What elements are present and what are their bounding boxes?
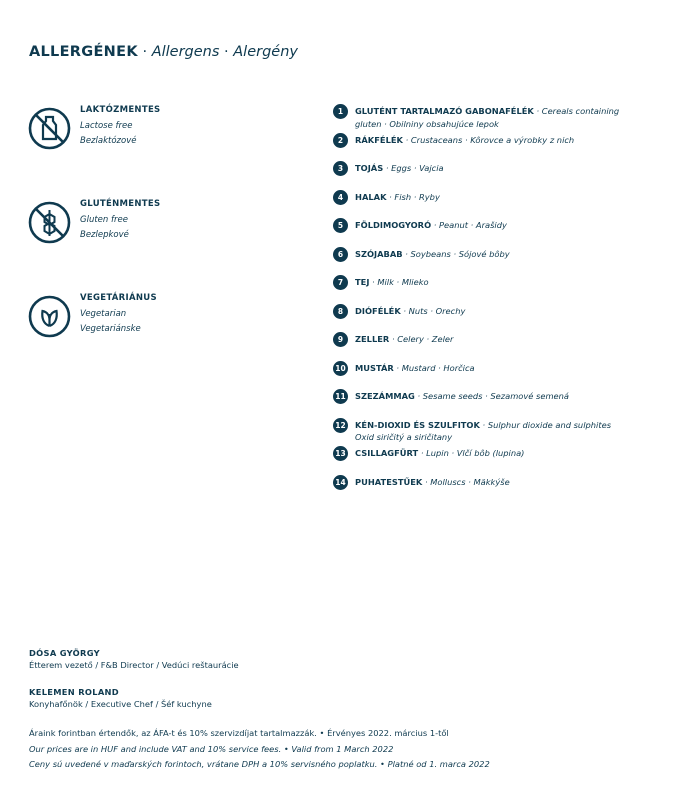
diet-lactose-free: LAKTÓZMENTES Lactose free Bezlaktózové bbox=[28, 107, 288, 167]
allergen-number-badge: 7 bbox=[333, 275, 348, 290]
allergen-item bbox=[333, 133, 633, 162]
allergen-number-badge: 5 bbox=[333, 218, 348, 233]
allergen-name: SZEZÁMMAG bbox=[355, 391, 415, 401]
allergen-name: FÖLDIMOGYORÓ bbox=[355, 220, 432, 230]
allergen-number-badge: 8 bbox=[333, 304, 348, 319]
allergen-translation: · Sulphur dioxide and sulphites Oxid siričitý a siričitany bbox=[355, 419, 612, 442]
allergen-translation: · Lupin · Vlčí bôb (lupina) bbox=[418, 448, 525, 458]
allergen-number-badge: 6 bbox=[333, 247, 348, 262]
allergen-translation: · Milk · Mlieko bbox=[369, 277, 429, 287]
allergen-translation: · Sesame seeds · Sezamové semená bbox=[414, 391, 569, 401]
allergen-name: TOJÁS bbox=[355, 163, 384, 173]
allergen-item bbox=[333, 104, 633, 133]
vegetarian-icon bbox=[28, 295, 71, 338]
allergen-number-badge: 11 bbox=[333, 389, 348, 404]
allergen-number-badge: 9 bbox=[333, 332, 348, 347]
staff-director: DÓSA GYÖRGY Étterem vezető / F&B Director / Vedúci reštaurácie bbox=[29, 648, 239, 670]
diet-gluten-free: GLUTÉNMENTES Gluten free Bezlepkové bbox=[28, 201, 288, 261]
allergen-number-badge: 3 bbox=[333, 161, 348, 176]
page-title: ALLERGÉNEK · Allergens · Alergény bbox=[29, 44, 298, 60]
allergen-translation: · Nuts · Orechy bbox=[400, 305, 466, 316]
allergen-item bbox=[333, 275, 633, 304]
allergen-item bbox=[333, 418, 633, 447]
allergen-number-badge: 4 bbox=[333, 190, 348, 205]
allergen-item bbox=[333, 247, 633, 276]
allergen-item bbox=[333, 361, 633, 390]
allergen-item bbox=[333, 332, 633, 361]
allergen-translation: · Mustard · Horčica bbox=[393, 362, 475, 373]
allergen-item bbox=[333, 446, 633, 475]
allergen-item bbox=[333, 190, 633, 219]
allergen-item bbox=[333, 475, 633, 504]
allergen-number-badge: 1 bbox=[333, 104, 348, 119]
allergen-name: SZÓJABAB bbox=[355, 248, 403, 259]
allergen-name: CSILLAGFÜRT bbox=[355, 448, 419, 458]
allergen-translation: · Soybeans · Sójové bôby bbox=[402, 248, 510, 259]
allergen-name: ZELLER bbox=[355, 334, 390, 344]
staff-chef: KELEMEN ROLAND Konyhafőnök / Executive Chef / Šéf kuchyne bbox=[29, 687, 212, 709]
allergen-name: DIÓFÉLÉK bbox=[355, 305, 401, 316]
allergen-item bbox=[333, 304, 633, 333]
allergen-number-badge: 2 bbox=[333, 133, 348, 148]
allergen-number-badge: 13 bbox=[333, 446, 348, 461]
allergen-name: RÁKFÉLÉK bbox=[355, 134, 403, 145]
allergen-item bbox=[333, 389, 633, 418]
allergen-name: MUSTÁR bbox=[355, 362, 394, 373]
allergen-translation: · Peanut · Arašidy bbox=[431, 220, 507, 230]
allergen-name: KÉN-DIOXID ÉS SZULFITOK bbox=[355, 419, 480, 430]
allergen-item bbox=[333, 161, 633, 190]
gluten-free-icon bbox=[28, 201, 71, 244]
allergen-name: HALAK bbox=[355, 191, 387, 202]
diet-vegetarian: VEGETÁRIÁNUS Vegetarian Vegetariánske bbox=[28, 295, 288, 355]
allergen-translation: · Eggs · Vajcia bbox=[383, 163, 444, 173]
allergen-translation: · Fish · Ryby bbox=[386, 191, 440, 202]
allergen-number-badge: 14 bbox=[333, 475, 348, 490]
allergen-name: PUHATESTŰEK bbox=[355, 476, 423, 487]
price-note: Áraink forintban értendők, az ÁFA-t és 10% szervizdíjat tartalmazzák. • Érvényes 2022. március 1-től Our prices are in HUF and include VAT and 10% service fees. • Valid from 1 March 2022 Ceny sú uvedené v maďarských forintoch, vrátane DPH a 10% servisného poplatku. • Platné od 1. marca 2022 bbox=[29, 728, 490, 769]
allergen-translation: · Molluscs · Mäkkýše bbox=[422, 476, 510, 487]
allergen-number-badge: 12 bbox=[333, 418, 348, 433]
allergen-item bbox=[333, 218, 633, 247]
allergen-translation: · Crustaceans · Kôrovce a výrobky z nich bbox=[402, 134, 575, 145]
lactose-free-icon bbox=[28, 107, 71, 150]
allergen-translation: · Celery · Zeler bbox=[389, 334, 454, 344]
allergen-name: GLUTÉNT TARTALMAZÓ GABONAFÉLÉK bbox=[355, 106, 534, 116]
allergen-name: TEJ bbox=[355, 277, 370, 287]
allergen-number-badge: 10 bbox=[333, 361, 348, 376]
allergen-list bbox=[333, 104, 633, 503]
allergen-translation: · Cereals containing gluten · Obilniny obsahujúce lepok bbox=[355, 106, 620, 129]
